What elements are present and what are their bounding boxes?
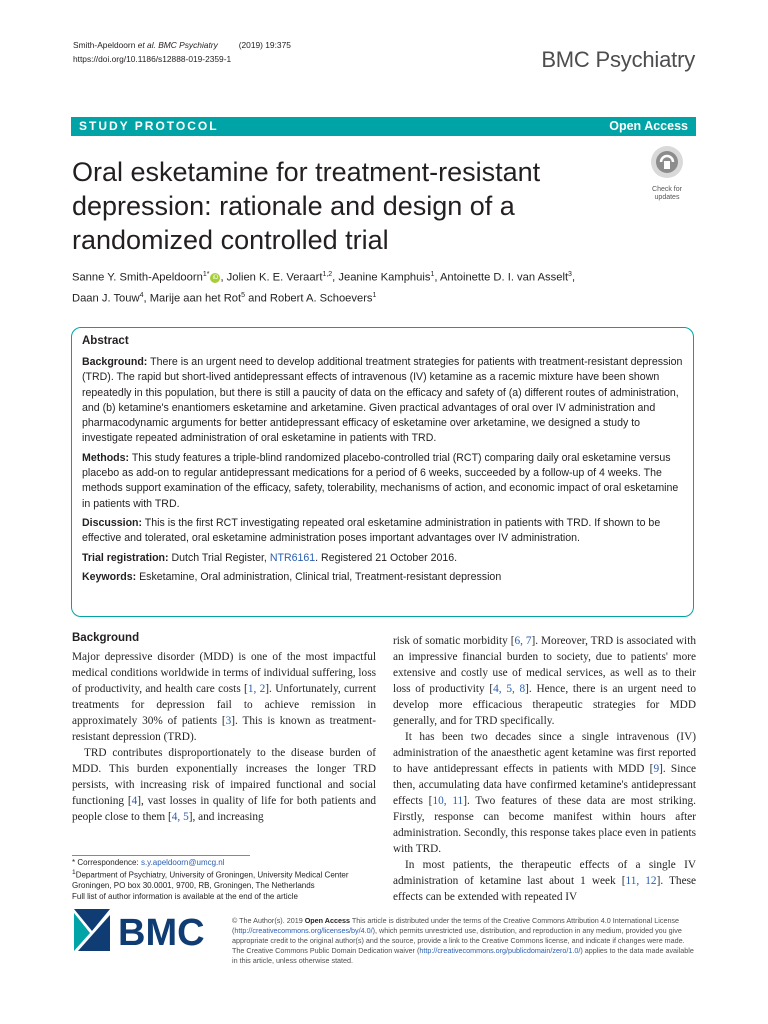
header-author: Smith-Apeldoorn [73, 40, 136, 50]
footnote: * Correspondence: s.y.apeldoorn@umcg.nl $^1$Department of Psychiatry, University of Groningen, University Medical Center Groningen, PO box 30.0001, 9700, RB, Groningen, The Netherlands Full list of author information is available at the end of the article [72, 858, 382, 902]
abstract-trial-registration: Trial registration: Dutch Trial Register, NTR6161. Registered 21 October 2016. [82, 551, 458, 564]
citation-link[interactable]: 6, 7 [514, 635, 532, 647]
running-header [73, 38, 291, 66]
full-author-info-note: Full list of author information is available at the end of the article [72, 891, 298, 901]
citation-link[interactable]: 4, 5 [171, 811, 189, 823]
author-4: , Antoinette D. I. van Asselt [434, 271, 569, 284]
body-column-left [72, 649, 376, 825]
author-5: Daan J. Touw [72, 292, 140, 305]
paragraph: TRD contributes disproportionately to the disease burden of MDD. This burden exponentially increases the longer TRD persists, with increasing risk of impaired functional and social functioning [4], vast losses in quality of life for both patients and people close to them [4, 5], and increasing [72, 747, 376, 823]
citation-link[interactable]: 4 [131, 795, 138, 807]
paragraph: It has been two decades since a single intravenous (IV) administration of the anaesthetic agent ketamine was first reported to have antidepressant effects in patients with MDD [9]. Since then, accumulating data have confirmed ketamine's antidepressant effects [10, 11]. Two features of these data are most striking. Firstly, response can become manifest within hours after administration. Secondly, this response takes place even in patients with TRD. [393, 731, 697, 855]
article-type-label: STUDY PROTOCOL [79, 119, 219, 133]
check-for-updates-icon [650, 145, 684, 179]
orcid-icon[interactable]: iD [210, 273, 220, 283]
copyright-notice: © The Author(s). 2019 Open Access This article is distributed under the terms of the Creative Commons Attribution 4.0 International License (http://creativecommons.org/licenses/by/4.0/), which permits unrestricted use, distribution, and reproduction in any medium, provided you give appropriate credit to the original author(s) and the source, provide a link to the Creative Commons license, and indicate if changes were made. The Creative Commons Public Domain Dedication waiver (http://creativecommons.org/publicdomain/zero/1.0/) applies to the data made available in this article, unless otherwise stated. [232, 916, 694, 965]
check-for-updates-badge[interactable] [639, 145, 695, 201]
citation-link[interactable]: 9 [653, 763, 660, 775]
section-heading-background: Background [72, 632, 140, 644]
abstract-keywords: Keywords: Esketamine, Oral administration, Clinical trial, Treatment-resistant depression [82, 570, 502, 583]
body-column-right [393, 633, 696, 905]
author-2: , Jolien K. E. Veraart [220, 271, 323, 284]
citation-link[interactable]: 10, 11 [432, 795, 464, 807]
affiliation: Department of Psychiatry, University of Groningen, University Medical Center Groningen, PO box 30.0001, 9700, RB, Groningen, The Netherlands [72, 871, 349, 891]
paragraph: In most patients, the therapeutic effects of a single IV administration of ketamine last about 1 week [11, 12]. These effects can be extended with repeated IV [393, 859, 696, 903]
citation-link[interactable]: 3 [225, 715, 232, 727]
header-year-volume: (2019) 19:375 [238, 40, 291, 50]
abstract-methods: Methods: This study features a triple-blind randomized placebo-controlled trial (RCT) comparing daily oral esketamine versus placebo as add-on to regular antidepressant medications for a period of 6 weeks, succeeded by a follow-up of 4 weeks. The methods support examination of the efficacy, safety, tolerability, mechanisms of action, and economic impact of oral esketamine in patients with TRD. [82, 451, 679, 510]
paragraph: Major depressive disorder (MDD) is one of the most impactful medical conditions worldwide in terms of individual suffering, loss of productivity, and health care costs [1, 2]. Unfortunately, current treatments for depression fail to achieve remission in approximately 30% of patients [3]. This is known as treatment-resistant depression (TRD). [72, 651, 377, 743]
badge-line-1: Check for [652, 186, 682, 193]
cc-license-link[interactable]: http://creativecommons.org/licenses/by/4.0/ [234, 926, 373, 935]
bmc-logo [72, 905, 222, 955]
header-etal: et al. BMC Psychiatry [137, 40, 218, 50]
footnote-divider [72, 855, 250, 856]
bmc-logo-text: BMC [118, 912, 205, 954]
header-doi[interactable]: https://doi.org/10.1186/s12888-019-2359-1 [73, 54, 232, 64]
correspondence-email-link[interactable]: s.y.apeldoorn@umcg.nl [140, 858, 225, 867]
citation-link[interactable]: 1, 2 [247, 683, 266, 695]
abstract-discussion: Discussion: This is the first RCT investigating repeated oral esketamine administration in patients with TRD. If shown to be effective and tolerated, oral esketamine administration poses important advantages over IV administration. [82, 516, 661, 545]
bmc-logo-mark [72, 905, 222, 955]
cc-publicdomain-link[interactable]: http://creativecommons.org/publicdomain/zero/1.0/ [419, 946, 581, 955]
author-1: Sanne Y. Smith-Apeldoorn [72, 271, 203, 284]
abstract-body [82, 355, 686, 589]
badge-line-2: updates [654, 194, 680, 201]
citation-link[interactable]: 4, 5, 8 [493, 683, 526, 695]
author-7: and Robert A. Schoevers [245, 292, 373, 305]
article-title: Oral esketamine for treatment-resistant depression: rationale and design of a randomized controlled trial [72, 157, 541, 255]
author-6: , Marije aan het Rot [143, 292, 242, 305]
abstract-background: Background: There is an urgent need to develop additional treatment strategies for patients with treatment-resistant depression (TRD). The rapid but short-lived antidepressant effects of intravenous (IV) ketamine as a racemic mixture have been shown repeatedly in this population, but there is still a paucity of data on the efficacy and safety of (a) different routes of administration, and (b) ketamine's enantiomers esketamine and arketamine. Given practical advantages of oral over IV administration and pharmacodynamic arguments for better antidepressant efficacy of esketamine over arketamine, we designed a study to investigate repeated administration of oral esketamine in patients with TRD. [82, 356, 683, 445]
journal-name: BMC Psychiatry [541, 47, 695, 72]
article-type-bar [71, 117, 696, 136]
trial-registry-link[interactable]: NTR6161 [269, 551, 316, 564]
open-access-label: Open Access [609, 119, 688, 133]
abstract-heading: Abstract [82, 335, 129, 347]
citation-link[interactable]: 11, 12 [625, 875, 657, 887]
author-list: Sanne Y. Smith-Apeldoorn$^{1*}$ iD , Jolien K. E. Veraart$^{1,2}$, Jeanine Kamphuis$^1$, Antoinette D. I. van Asselt$^3$, Daan J. Touw$^4$, Marije aan het Rot$^5$ and Robert A. Schoevers$^1$ [72, 271, 576, 305]
paragraph: risk of somatic morbidity [6, 7]. Moreover, TRD is associated with an impressive financial burden to society, due to patients' more extensive and costly use of medical services, as well as to their loss of productivity [4, 5, 8]. Hence, there is an urgent need to develop more efficacious therapeutic strategies for MDD generally, and for TRD specifically. [393, 635, 696, 727]
author-3: , Jeanine Kamphuis [332, 271, 431, 284]
